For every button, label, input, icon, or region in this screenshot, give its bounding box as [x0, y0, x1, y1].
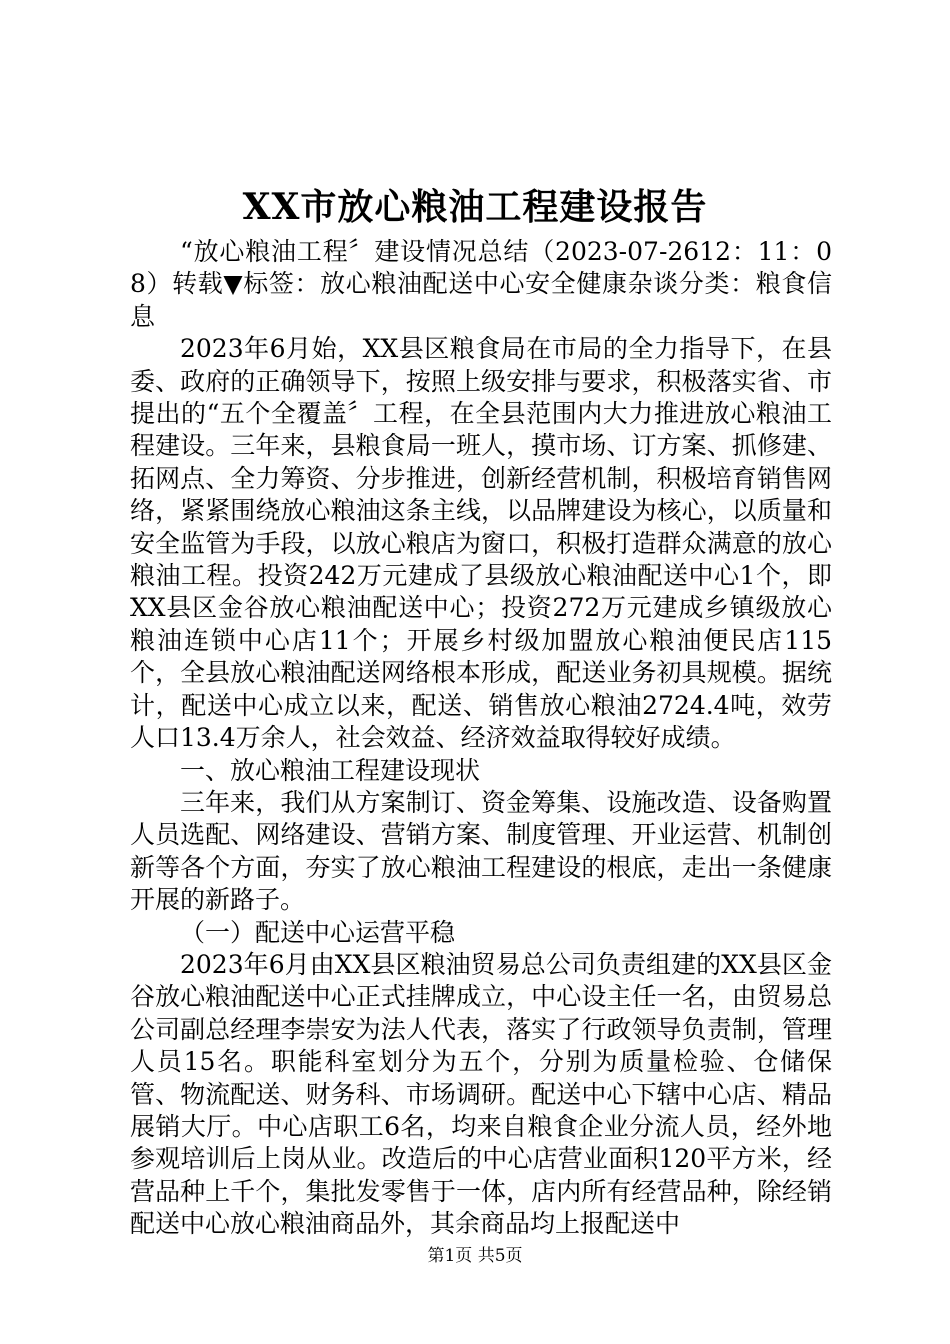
- document-title: XX市放心粮油工程建设报告: [242, 186, 708, 228]
- subsection-heading-1: （一）配送中心运营平稳: [180, 917, 456, 947]
- paragraph-intro: “放心粮油工程〞建设情况总结（2023-07-2612：11：08）转载▼标签：放心粮油配送中心安全健康杂谈分类：粮食信息: [130, 237, 832, 331]
- page-number-footer: 第1页 共5页: [427, 1246, 523, 1266]
- document-body: [130, 236, 832, 1241]
- paragraph-distribution-center: 2023年6月由XX县区粮油贸易总公司负责组建的XX县区金谷放心粮油配送中心正式挂牌成立，中心设主任一名，由贸易总公司副总经理李崇安为法人代表，落实了行政领导负责制，管理人员15名。职能科室划分为五个，分别为质量检验、仓储保管、物流配送、财务科、市场调研。配送中心下辖中心店、精品展销大厅。中心店职工6名，均来自粮食企业分流人员，经外地参观培训后上岗从业。改造后的中心店营业面积120平方米，经营品种上千个，集批发零售于一体，店内所有经营品种，除经销配送中心放心粮油商品外，其余商品均上报配送中: [130, 949, 832, 1239]
- paragraph-status: 三年来，我们从方案制订、资金筹集、设施改造、设备购置人员选配、网络建设、营销方案、制度管理、开业运营、机制创新等各个方面，夯实了放心粮油工程建设的根底，走出一条健康开展的新路子。: [130, 787, 832, 915]
- section-heading-1: 一、放心粮油工程建设现状: [180, 755, 481, 785]
- paragraph-overview: 2023年6月始，XX县区粮食局在市局的全力指导下，在县委、政府的正确领导下，按照上级安排与要求，积极落实省、市提出的“五个全覆盖〞工程，在全县范围内大力推进放心粮油工程建设。三年来，县粮食局一班人，摸市场、订方案、抓修建、拓网点、全力筹资、分步推进，创新经营机制，积极培育销售网络，紧紧围绕放心粮油这条主线，以品牌建设为核心，以质量和安全监管为手段，以放心粮店为窗口，积极打造群众满意的放心粮油工程。投资242万元建成了县级放心粮油配送中心1个，即XX县区金谷放心粮油配送中心；投资272万元建成乡镇级放心粮油连锁中心店11个；开展乡村级加盟放心粮油便民店115个，全县放心粮油配送网络根本形成，配送业务初具规模。据统计，配送中心成立以来，配送、销售放心粮油2724.4吨，效劳人口13.4万余人，社会效益、经济效益取得较好成绩。: [130, 334, 832, 753]
